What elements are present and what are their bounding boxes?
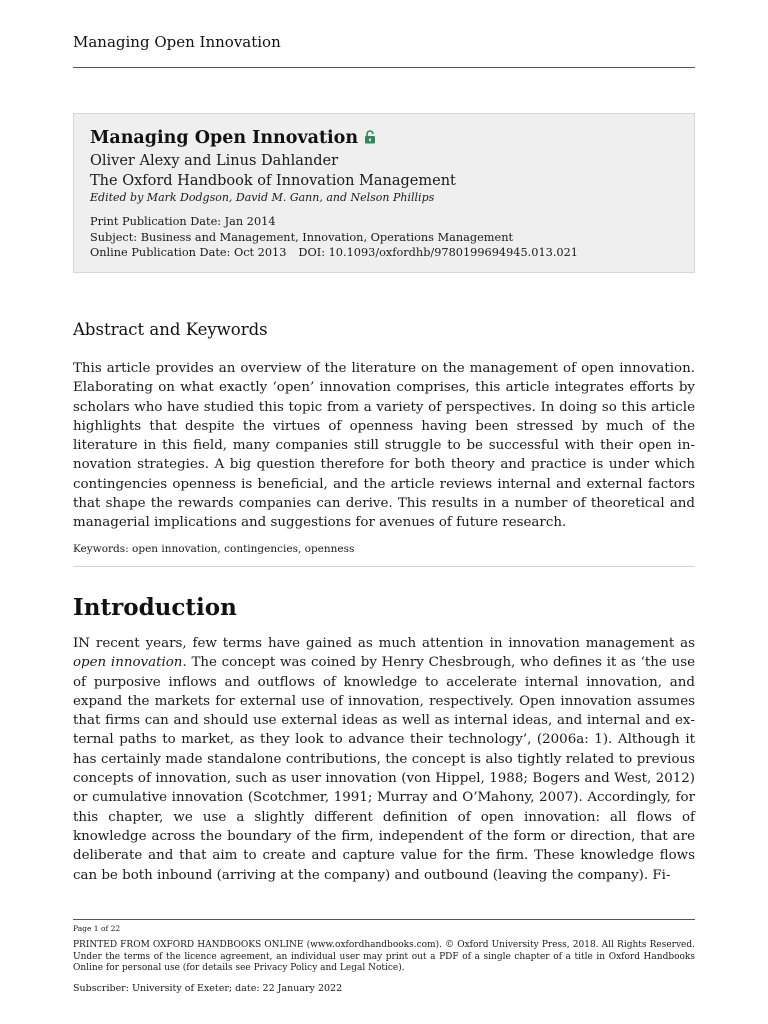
introduction-paragraph [73,634,695,885]
running-head: Managing Open Innovation [73,33,281,51]
chapter-authors: Oliver Alexy and Linus Dahlander [90,153,339,169]
header-divider [73,67,695,68]
chapter-title [90,126,678,150]
handbook-title: The Oxford Handbook of Innovation Management [90,173,456,189]
intro-emphasis: open innovation [73,655,183,671]
online-date-value: Oct 2013 [233,246,287,259]
subscriber-line: Subscriber: University of Exeter; date: 22 January 2022 [73,983,343,994]
doi-label: DOI: [298,246,326,259]
handbook-editors: Edited by Mark Dodgson, David M. Gann, and Nelson Phillips [90,191,435,204]
page-number: Page 1 of 22 [73,924,121,933]
abstract-heading: Abstract and Keywords [73,320,268,339]
chapter-metadata-box [73,113,695,273]
online-publication-line [90,245,678,261]
chapter-title-text: Managing Open Innovation [90,128,359,148]
print-publication-date [90,214,678,230]
abstract-paragraph: This article provides an overview of the literature on the management of open innovation. Elaborating on what exactly ‘open’ innovation comprises, this article integrates efforts by scholars who have studied this topic from a variety of perspectives. In doing so this article highlights that despite the virtues of openness having been stressed by much of the literature in this field, many companies still struggle to be successful with their open innovation strategies. A big question therefore for both theory and practice is under which contingencies openness is beneficial, and the article reviews internal and external factors that shape the rewards companies can derive. This results in a number of theoretical and managerial implications and suggestions for avenues of future research. [73,361,695,531]
subject-label: Subject: [90,230,138,244]
print-date-value: Jan 2014 [224,215,276,228]
footer-divider [73,919,695,920]
intro-text-start: IN recent years, few terms have gained as much attention in innovation management as [73,636,695,651]
subject-value: Business and Management, Innovation, Operations Management [140,230,514,244]
keywords-line: Keywords: open innovation, contingencies, openness [73,543,355,555]
keywords-divider [73,566,695,567]
copyright-notice: PRINTED FROM OXFORD HANDBOOKS ONLINE (www.oxfordhandbooks.com). © Oxford University Press, 2018. All Rights Reserved. Under the terms of the licence agreement, an individual user may print out a PDF of a single chapter of a title in Oxford Handbooks Online for personal use (for details see Privacy Policy and Legal Notice). [73,940,695,973]
document-page [73,0,695,1024]
print-date-label: Print Publication Date: [90,215,222,228]
open-lock-icon [364,127,376,141]
subject-line [90,230,678,246]
online-date-label: Online Publication Date: [90,246,231,259]
intro-text-rest: . The concept was coined by Henry Chesbrough, who defines it as ‘the use of purposive inflows and outflows of knowledge to accelerate internal innovation, and expand the markets for external use of innovation, respectively. Open innovation assumes that firms can and should use external ideas as well as internal ideas, and internal and external paths to market, as they look to advance their technology’, (2006a: 1). Although it has certainly made standalone contributions, the concept is also tightly related to previous concepts of innovation, such as user innovation (von Hippel, 1988; Bogers and West, 2012) or cumulative innovation (Scotchmer, 1991; Murray and O’Mahony, 2007). Accordingly, for this chapter, we use a slightly different definition of open innovation: all flows of knowledge across the boundary of the firm, independent of the form or direction, that are deliberate and that aim to create and capture value for the firm. These knowledge flows can be both inbound (arriving at the company) and outbound (leaving the company). Fi- [73,655,695,883]
introduction-heading: Introduction [73,594,237,621]
doi-value[interactable]: 10.1093/oxfordhb/9780199694945.013.021 [328,246,578,259]
